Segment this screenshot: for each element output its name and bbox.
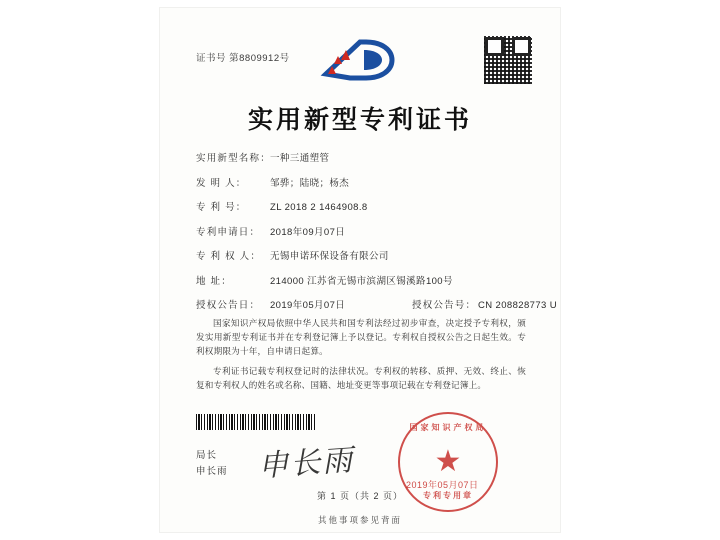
signature-label [196,448,228,480]
handwritten-signature: 申长雨 [257,442,356,485]
body-paragraph-1: 国家知识产权局依照中华人民共和国专利法经过初步审查，决定授予专利权，颁发实用新型专利证书并在专利登记簿上予以登记。专利权自授权公告之日起生效。专利权期限为十年，自申请日起算。 [196,318,526,356]
page-margin-left [0,0,160,540]
field-row-application-date [196,226,526,239]
barcode-icon [196,414,316,430]
field-value: 邹骅；陆晓；杨杰 [270,177,350,189]
signature-title: 局长 [196,450,218,461]
document-number: 证书号 第8809912号 [196,53,290,64]
page-title: 实用新型专利证书 [247,105,472,134]
body-paragraph-2: 专利证书记载专利权登记时的法律状况。专利权的转移、质押、无效、终止、恢复和专利权人的姓名或名称、国籍、地址变更等事项记载在专利登记簿上。 [196,366,526,390]
qr-code-icon [484,36,532,84]
field-row-inventor [196,177,526,190]
grant-number-label: 授权公告号： [412,300,477,311]
field-row-address [196,275,526,288]
grant-date-value: 2019年05月07日 [270,300,346,311]
footer-note: 其他事项参见背面 [317,515,402,525]
patent-office-logo-icon [320,36,406,88]
field-label: 专 利 号： [196,202,247,213]
seal-star-icon: ★ [434,445,462,478]
seal-top-text: 国家知识产权局 [409,423,487,432]
field-label: 地 址： [196,275,232,287]
field-row-grant [196,299,558,312]
grant-number-value: CN 208828773 U [478,300,558,311]
field-value: 214000 江苏省无锡市滨湖区锡溪路100号 [270,275,453,287]
field-value: 一种三通塑管 [270,153,330,164]
field-label: 专 利 权 人： [196,251,262,262]
field-value: 无锡申诺环保设备有限公司 [270,251,389,262]
signature-name: 申长雨 [196,466,228,477]
grant-date-label: 授权公告日： [196,300,261,311]
field-row-patent-number [196,201,526,214]
seal-bottom-text: 专利专用章 [423,491,473,500]
field-row-patentee [196,250,526,263]
field-value: ZL 2018 2 1464908.8 [270,202,368,213]
field-list [196,152,558,324]
seal-date: 2019年05月07日 [406,480,479,490]
body-text [196,316,526,398]
page-margin-right [560,0,720,540]
page-number: 第 1 页（共 2 页） [316,491,403,501]
field-value: 2018年09月07日 [270,226,346,238]
field-row-name [196,152,526,165]
field-label: 实用新型名称： [196,153,271,164]
field-label: 专利申请日： [196,226,261,238]
certificate-sheet [160,8,560,532]
field-label: 发 明 人： [196,177,247,189]
